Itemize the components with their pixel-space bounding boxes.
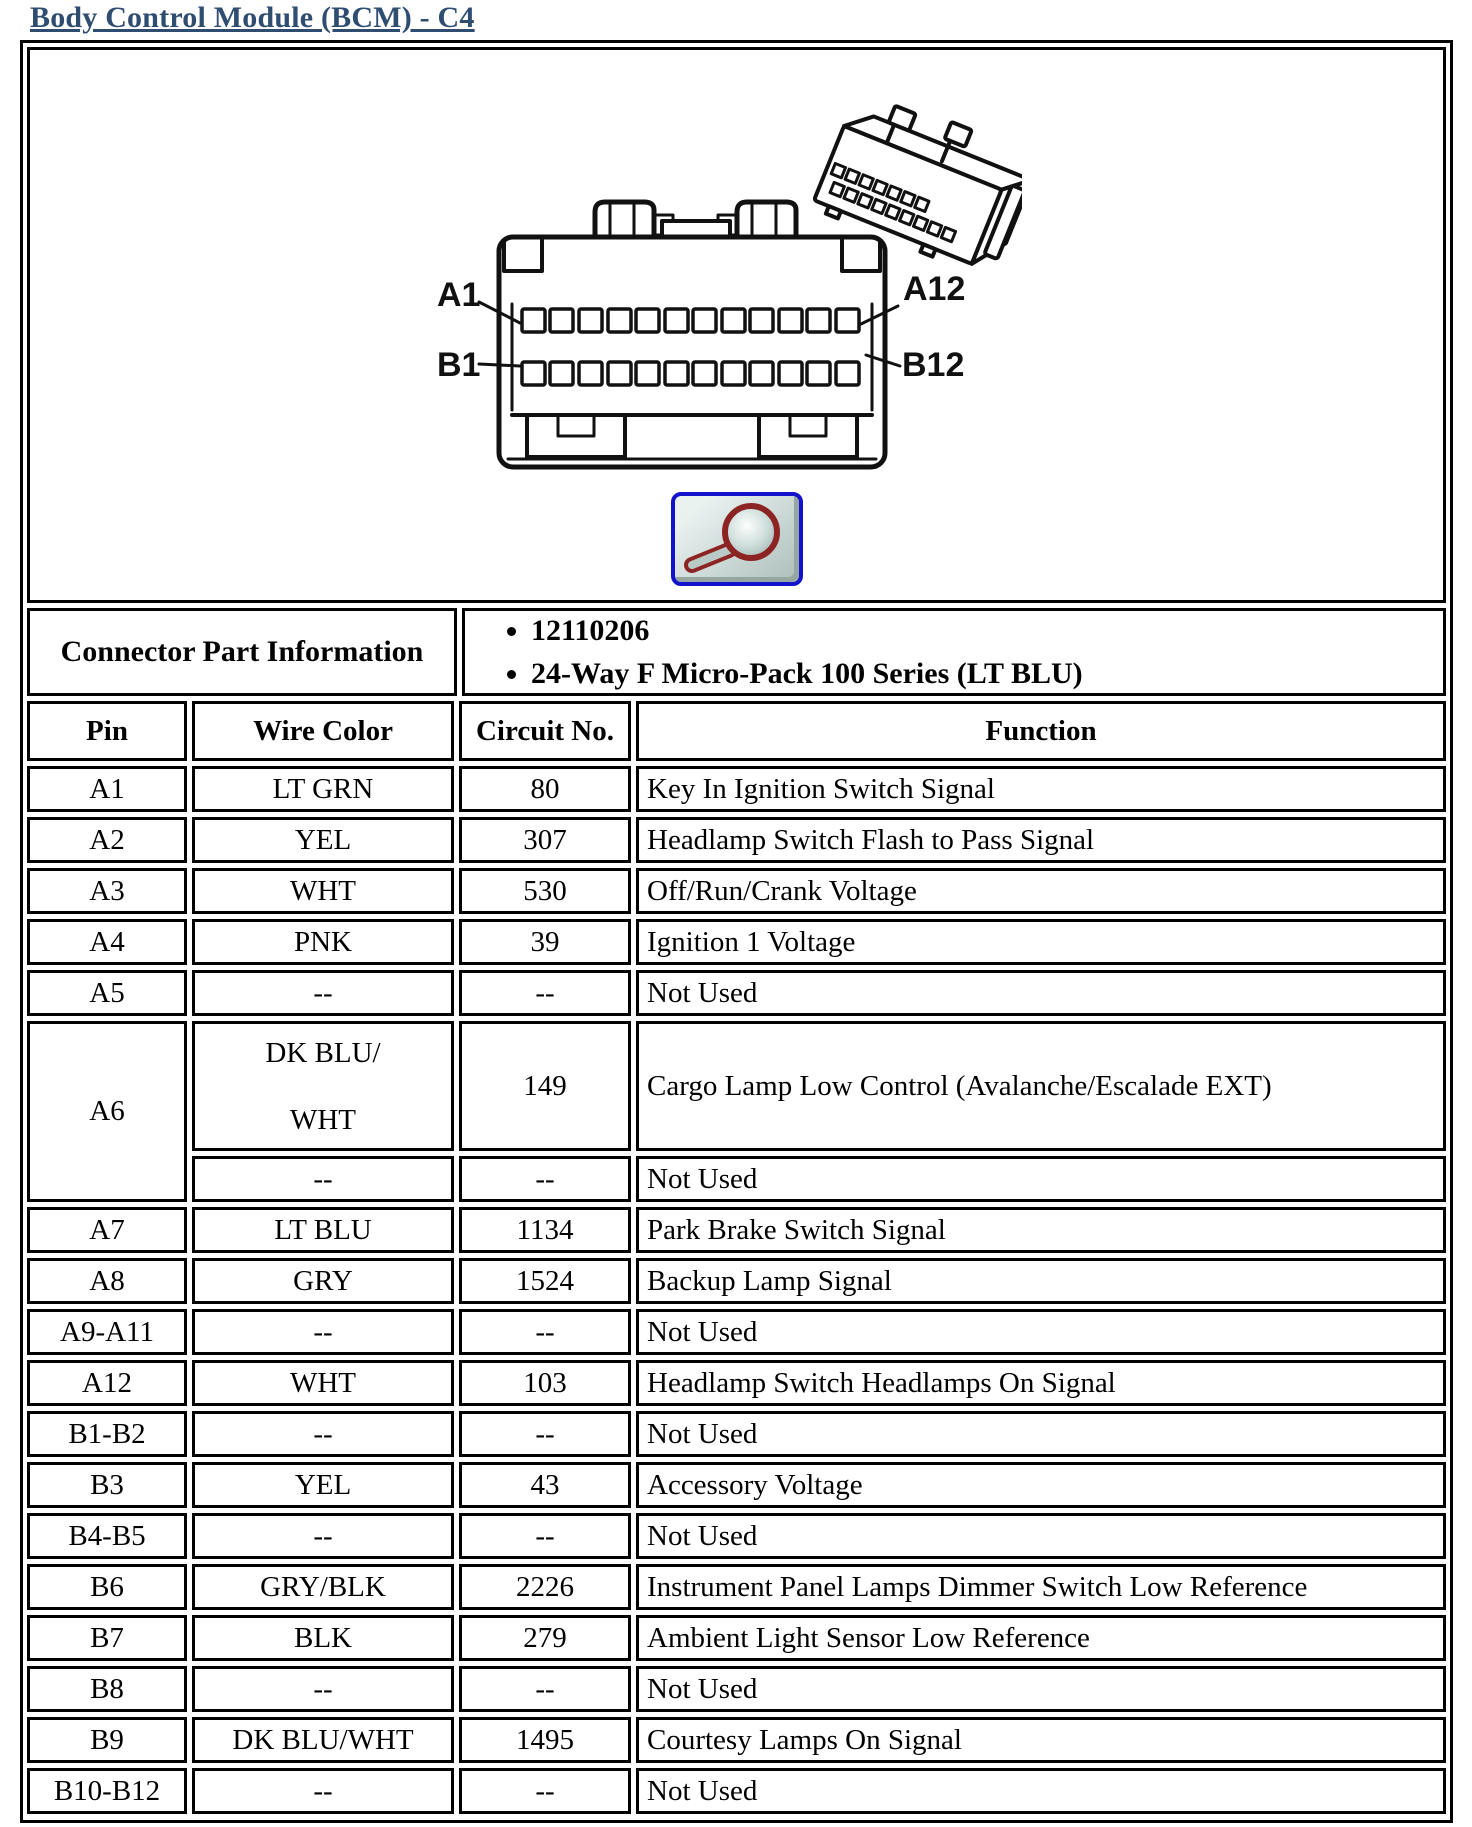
header-function: Function [636, 701, 1446, 761]
circuit-cell: -- [459, 1513, 631, 1559]
pin-label-b1: B1 [437, 346, 481, 384]
wire-color-cell: -- [192, 1309, 454, 1355]
function-cell: Headlamp Switch Flash to Pass Signal [636, 817, 1446, 863]
wire-color-cell: -- [192, 1666, 454, 1712]
circuit-cell: -- [459, 1411, 631, 1457]
circuit-cell: 307 [459, 817, 631, 863]
header-circuit-no: Circuit No. [459, 701, 631, 761]
pinout-table [22, 696, 1451, 1819]
wire-color-cell: -- [192, 1768, 454, 1814]
circuit-cell: 1134 [459, 1207, 631, 1253]
part-number: • 12110206 [531, 609, 1443, 653]
table-row [27, 817, 1446, 863]
wire-color-cell: LT BLU [192, 1207, 454, 1253]
connector-diagram-cell [27, 47, 1446, 603]
pin-cell: A1 [27, 766, 187, 812]
circuit-cell: -- [459, 970, 631, 1016]
magnifier-icon [677, 497, 797, 579]
connector-drawing [382, 74, 1022, 504]
circuit-cell: 149 [459, 1021, 631, 1151]
header-wire-color: Wire Color [192, 701, 454, 761]
function-cell: Not Used [636, 1156, 1446, 1202]
content-frame [20, 40, 1453, 1823]
circuit-cell: 103 [459, 1360, 631, 1406]
pin-label-a12: A12 [903, 270, 966, 308]
pin-cell: A12 [27, 1360, 187, 1406]
function-cell: Off/Run/Crank Voltage [636, 868, 1446, 914]
table-row-a6 [27, 1021, 1446, 1151]
function-cell: Accessory Voltage [636, 1462, 1446, 1508]
table-row [27, 1768, 1446, 1814]
connector-front-view [437, 202, 965, 467]
wire-color-line1: DK BLU/ [265, 1037, 381, 1069]
function-cell: Not Used [636, 1411, 1446, 1457]
circuit-cell: -- [459, 1768, 631, 1814]
circuit-cell: 43 [459, 1462, 631, 1508]
circuit-cell: 1495 [459, 1717, 631, 1763]
pin-cell: A4 [27, 919, 187, 965]
wire-color-cell: GRY [192, 1258, 454, 1304]
part-info-values [462, 608, 1446, 696]
page-title-link[interactable]: Body Control Module (BCM) - C4 [30, 1, 475, 34]
table-row [27, 1258, 1446, 1304]
pin-cell: B1-B2 [27, 1411, 187, 1457]
table-row [27, 1513, 1446, 1559]
wire-color-cell: YEL [192, 817, 454, 863]
table-row [27, 1309, 1446, 1355]
function-cell: Courtesy Lamps On Signal [636, 1717, 1446, 1763]
circuit-cell: -- [459, 1156, 631, 1202]
wire-color-cell: -- [192, 1513, 454, 1559]
pin-cell: A9-A11 [27, 1309, 187, 1355]
table-row [27, 1717, 1446, 1763]
wire-color-cell: DK BLU/WHT [192, 1717, 454, 1763]
function-cell: Backup Lamp Signal [636, 1258, 1446, 1304]
function-cell: Ambient Light Sensor Low Reference [636, 1615, 1446, 1661]
pin-label-b12: B12 [902, 346, 965, 384]
function-cell: Ignition 1 Voltage [636, 919, 1446, 965]
pin-label-a1: A1 [437, 276, 481, 314]
wire-color-cell: -- [192, 970, 454, 1016]
connector-part-info-row [27, 608, 1446, 696]
pin-cell: A3 [27, 868, 187, 914]
function-cell: Not Used [636, 1513, 1446, 1559]
circuit-cell: 279 [459, 1615, 631, 1661]
wire-color-cell: PNK [192, 919, 454, 965]
part-description: • 24-Way F Micro-Pack 100 Series (LT BLU) [531, 652, 1443, 696]
table-row [27, 970, 1446, 1016]
table-row-a6-sub [27, 1156, 1446, 1202]
table-row [27, 1462, 1446, 1508]
table-row [27, 1411, 1446, 1457]
pin-cell: B8 [27, 1666, 187, 1712]
function-cell: Instrument Panel Lamps Dimmer Switch Low Reference [636, 1564, 1446, 1610]
function-cell: Key In Ignition Switch Signal [636, 766, 1446, 812]
part-info-heading: Connector Part Information [27, 608, 457, 696]
pin-cell: B7 [27, 1615, 187, 1661]
circuit-cell: -- [459, 1666, 631, 1712]
function-cell: Not Used [636, 970, 1446, 1016]
table-row [27, 919, 1446, 965]
circuit-cell: 80 [459, 766, 631, 812]
wire-color-cell: -- [192, 1411, 454, 1457]
function-cell: Not Used [636, 1768, 1446, 1814]
function-cell: Cargo Lamp Low Control (Avalanche/Escalade EXT) [636, 1021, 1446, 1151]
table-row [27, 1666, 1446, 1712]
table-header-row [27, 701, 1446, 761]
circuit-cell: -- [459, 1309, 631, 1355]
wire-color-cell: LT GRN [192, 766, 454, 812]
circuit-cell: 530 [459, 868, 631, 914]
pin-cell: B6 [27, 1564, 187, 1610]
pin-cell: B10-B12 [27, 1768, 187, 1814]
function-cell: Not Used [636, 1309, 1446, 1355]
circuit-cell: 2226 [459, 1564, 631, 1610]
pin-cell: A7 [27, 1207, 187, 1253]
circuit-cell: 39 [459, 919, 631, 965]
table-row [27, 766, 1446, 812]
wire-color-cell: WHT [192, 868, 454, 914]
wire-color-cell: YEL [192, 1462, 454, 1508]
function-cell: Headlamp Switch Headlamps On Signal [636, 1360, 1446, 1406]
pin-cell: B3 [27, 1462, 187, 1508]
table-row [27, 1564, 1446, 1610]
wire-color-cell: GRY/BLK [192, 1564, 454, 1610]
zoom-image-button[interactable] [671, 492, 803, 586]
wire-color-line2: WHT [289, 1104, 357, 1136]
pin-cell: A5 [27, 970, 187, 1016]
function-cell: Park Brake Switch Signal [636, 1207, 1446, 1253]
pin-cell: A6 [27, 1021, 187, 1202]
pin-cell: B4-B5 [27, 1513, 187, 1559]
table-row [27, 868, 1446, 914]
table-row [27, 1360, 1446, 1406]
table-row [27, 1207, 1446, 1253]
header-pin: Pin [27, 701, 187, 761]
wire-color-cell: -- [192, 1156, 454, 1202]
pin-cell: A2 [27, 817, 187, 863]
function-cell: Not Used [636, 1666, 1446, 1712]
circuit-cell: 1524 [459, 1258, 631, 1304]
table-row [27, 1615, 1446, 1661]
wire-color-cell: BLK [192, 1615, 454, 1661]
pin-cell: A8 [27, 1258, 187, 1304]
pin-cell: B9 [27, 1717, 187, 1763]
wire-color-cell [192, 1021, 454, 1151]
wire-color-cell: WHT [192, 1360, 454, 1406]
